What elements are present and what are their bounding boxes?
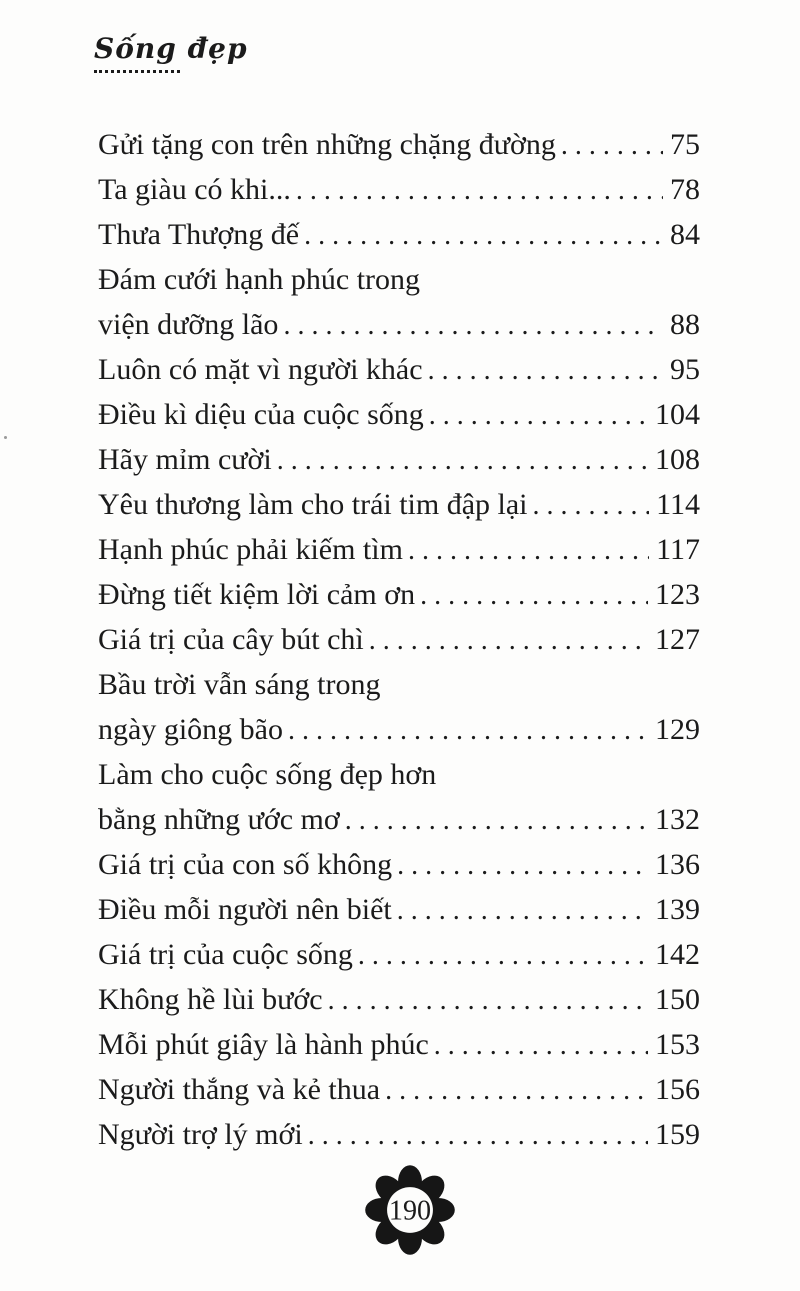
dot-leader	[385, 1067, 648, 1113]
toc-entry-title: Điều mỗi người nên biết	[98, 893, 392, 926]
toc-entry	[98, 302, 700, 347]
toc-entry-page: 150	[655, 983, 700, 1016]
toc-entry-title: ngày giông bão	[98, 713, 283, 746]
dot-leader	[345, 797, 648, 843]
dot-leader	[561, 122, 663, 168]
toc-entry-title: Điều kì diệu của cuộc sống	[98, 398, 424, 431]
toc-entry	[98, 932, 700, 977]
toc-entry-page: 159	[655, 1118, 700, 1151]
toc-entry	[98, 797, 700, 842]
toc-entry-page: 127	[655, 623, 700, 656]
toc-list	[98, 122, 700, 1157]
toc-entry	[98, 527, 700, 572]
dot-leader	[420, 572, 648, 618]
flower-icon	[360, 1160, 460, 1260]
dot-leader	[296, 167, 663, 213]
toc-entry-page: 153	[655, 1028, 700, 1061]
toc-entry	[98, 617, 700, 662]
footer-page-number: 190	[388, 1195, 432, 1227]
toc-entry	[98, 257, 700, 302]
toc-entry	[98, 1112, 700, 1157]
toc-entry-page: 129	[655, 713, 700, 746]
toc-entry	[98, 977, 700, 1022]
toc-entry-page: 114	[656, 488, 700, 521]
toc-entry	[98, 392, 700, 437]
dot-leader	[408, 527, 649, 573]
toc-entry-title: Đừng tiết kiệm lời cảm ơn	[98, 578, 416, 611]
toc-entry-title: Ta giàu có khi...	[98, 173, 291, 206]
dot-leader	[533, 482, 650, 528]
scan-artifact-dot	[4, 436, 7, 439]
toc-entry-title: Hãy mỉm cười	[98, 443, 272, 476]
dot-leader	[283, 302, 663, 348]
toc-entry-title: Giá trị của cuộc sống	[98, 938, 353, 971]
toc-entry-page: 108	[655, 443, 700, 476]
dot-leader	[288, 707, 648, 753]
dot-leader	[397, 887, 648, 933]
toc-entry	[98, 212, 700, 257]
toc-entry-title: viện dưỡng lão	[98, 308, 279, 341]
toc-entry	[98, 887, 700, 932]
toc-entry-page: 117	[656, 533, 700, 566]
dot-leader	[308, 1112, 648, 1158]
toc-entry-title: Gửi tặng con trên những chặng đường	[98, 128, 556, 161]
toc-entry-title: Không hề lùi bước	[98, 983, 323, 1016]
toc-entry-title: Giá trị của con số không	[98, 848, 393, 881]
toc-entry-title: bằng những ước mơ	[98, 803, 340, 836]
toc-entry	[98, 662, 700, 707]
toc-entry-page: 136	[655, 848, 700, 881]
dot-leader	[397, 842, 648, 888]
toc-entry	[98, 707, 700, 752]
book-title: Sống đẹp	[94, 32, 248, 65]
toc-entry-page: 88	[670, 308, 700, 341]
dot-leader	[358, 932, 648, 978]
toc-entry-page: 156	[655, 1073, 700, 1106]
dot-leader	[434, 1022, 648, 1068]
toc-entry-title: Mỗi phút giây là hành phúc	[98, 1028, 429, 1061]
toc-entry	[98, 437, 700, 482]
toc-entry	[98, 347, 700, 392]
dot-leader	[369, 617, 648, 663]
toc-entry	[98, 572, 700, 617]
toc-entry	[98, 752, 700, 797]
dot-leader	[304, 212, 663, 258]
toc-entry-title: Bầu trời vẫn sáng trong	[98, 668, 381, 701]
toc-entry	[98, 1067, 700, 1112]
dot-leader	[277, 437, 648, 483]
toc-entry-page: 142	[655, 938, 700, 971]
toc-entry	[98, 122, 700, 167]
toc-entry-title: Người trợ lý mới	[98, 1118, 303, 1151]
toc-entry	[98, 167, 700, 212]
dot-leader	[429, 392, 648, 438]
toc-entry-page: 95	[670, 353, 700, 386]
toc-entry-title: Người thắng và kẻ thua	[98, 1073, 381, 1106]
toc-entry	[98, 482, 700, 527]
toc-entry-page: 104	[655, 398, 700, 431]
toc-entry	[98, 842, 700, 887]
toc-entry-title: Hạnh phúc phải kiếm tìm	[98, 533, 403, 566]
toc-entry-page: 75	[670, 128, 700, 161]
toc-entry	[98, 1022, 700, 1067]
toc-entry-title: Đám cưới hạnh phúc trong	[98, 263, 421, 296]
toc-entry-title: Yêu thương làm cho trái tim đập lại	[98, 488, 528, 521]
toc-entry-title: Luôn có mặt vì người khác	[98, 353, 423, 386]
dot-leader	[428, 347, 663, 393]
title-dotted-underline	[94, 66, 180, 73]
toc-entry-title: Làm cho cuộc sống đẹp hơn	[98, 758, 437, 791]
toc-entry-page: 123	[655, 578, 700, 611]
toc-entry-page: 78	[670, 173, 700, 206]
toc-entry-page: 139	[655, 893, 700, 926]
toc-entry-title: Giá trị của cây bút chì	[98, 623, 364, 656]
running-head	[94, 34, 248, 73]
toc-entry-title: Thưa Thượng đế	[98, 218, 300, 251]
toc-entry-page: 132	[655, 803, 700, 836]
dot-leader	[328, 977, 648, 1023]
toc-entry-page: 84	[670, 218, 700, 251]
